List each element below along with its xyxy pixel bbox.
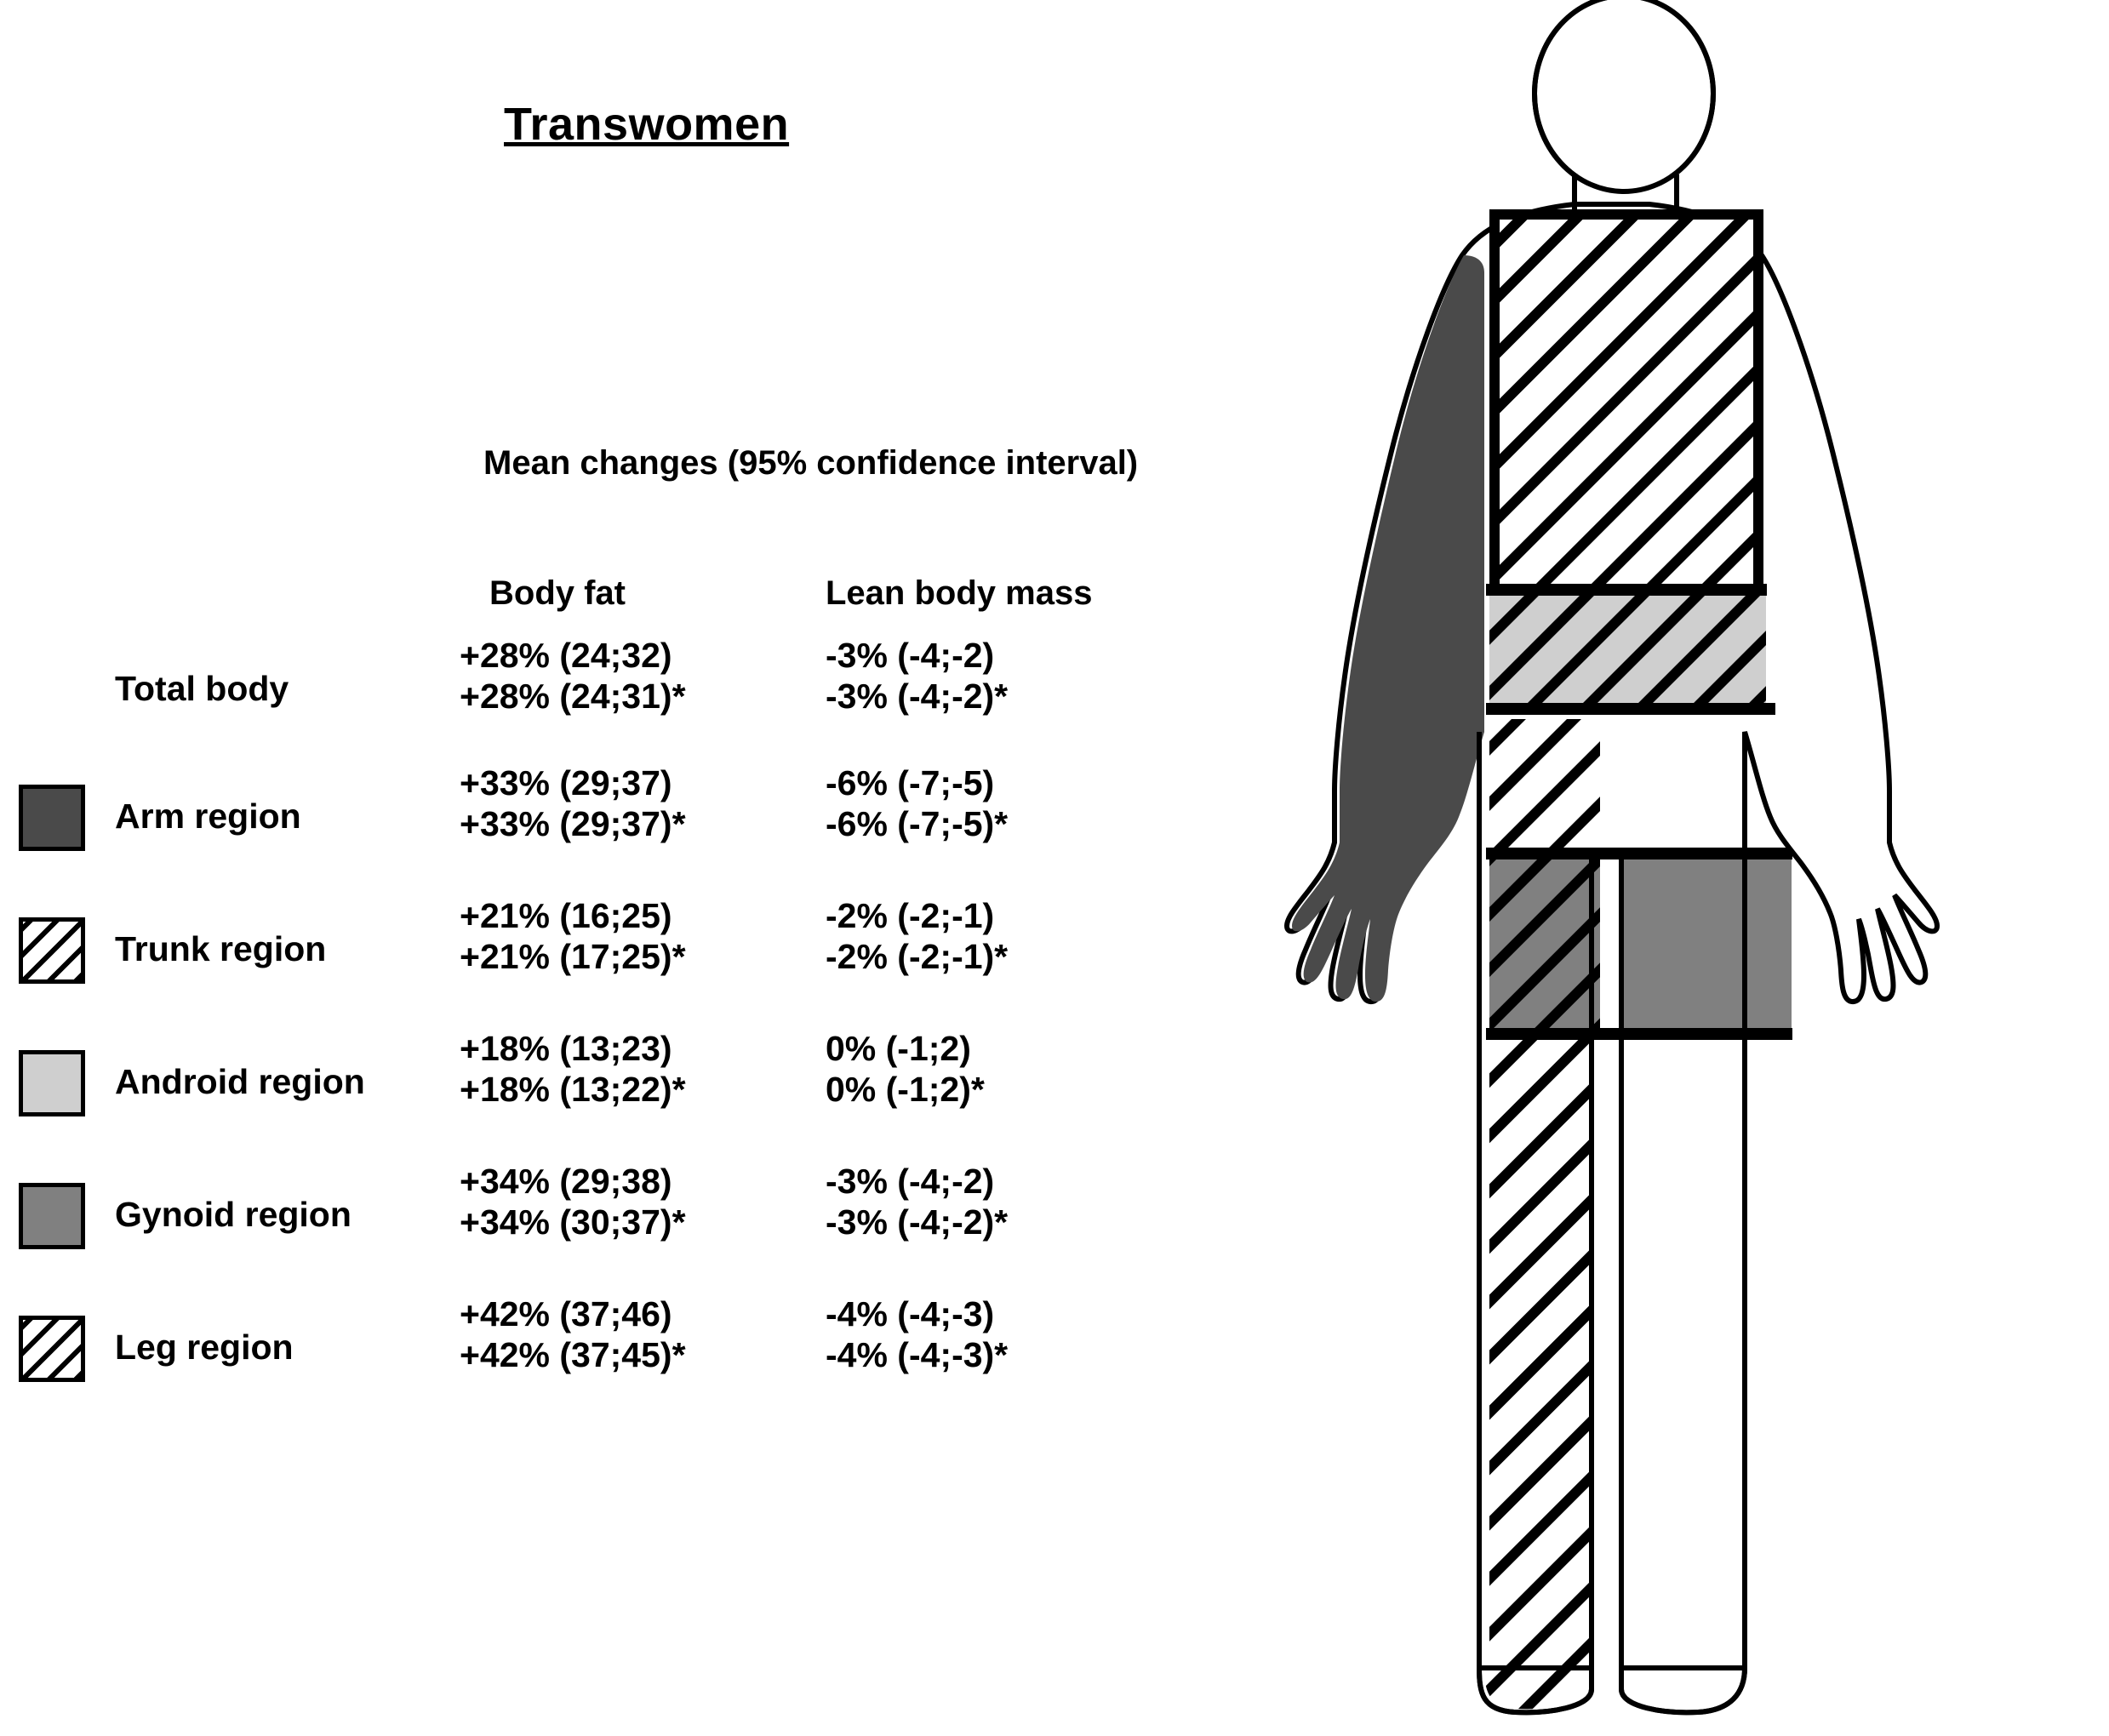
body-diagram [1234,0,2109,1736]
trunk-region-shading [1486,209,1767,596]
table-row [0,1156,1277,1283]
column-header-lean-body-mass: Lean body mass [826,574,1093,612]
legend-swatch-android-region [19,1050,85,1116]
column-header-body-fat: Body fat [489,574,626,612]
legend-swatch-gynoid-region [19,1183,85,1249]
row-label-total-body: Total body [115,669,289,708]
cell-body-fat-arm-region: +33% (29;37) +33% (29;37)* [460,763,686,844]
cell-lean-mass-trunk-region: -2% (-2;-1) -2% (-2;-1)* [826,896,1009,977]
row-label-gynoid-region: Gynoid region [115,1195,352,1234]
mean-changes-heading: Mean changes (95% confidence interval) [483,444,1139,482]
row-label-arm-region: Arm region [115,797,301,836]
table-row [0,1023,1277,1151]
upper-leg-hatch [1489,719,1600,851]
row-label-trunk-region: Trunk region [115,929,327,968]
cell-lean-mass-total-body: -3% (-4;-2) -3% (-4;-2)* [826,636,1009,717]
page-title: Transwomen [504,99,790,150]
android-region-shading [1486,596,1775,715]
cell-body-fat-trunk-region: +21% (16;25) +21% (17;25)* [460,896,686,977]
table-row [0,890,1277,1018]
cell-lean-mass-leg-region: -4% (-4;-3) -4% (-4;-3)* [826,1294,1009,1375]
table-row [0,630,1277,757]
arm-region-shading [1292,255,1484,1002]
legend-swatch-leg-region [19,1316,85,1382]
cell-body-fat-gynoid-region: +34% (29;38) +34% (30;37)* [460,1162,686,1242]
cell-body-fat-leg-region: +42% (37;46) +42% (37;45)* [460,1294,686,1375]
cell-lean-mass-arm-region: -6% (-7;-5) -6% (-7;-5)* [826,763,1009,844]
cell-body-fat-total-body: +28% (24;32) +28% (24;31)* [460,636,686,717]
table-row [0,757,1277,885]
table-row [0,1288,1277,1416]
legend-swatch-trunk-region [19,917,85,984]
cell-lean-mass-gynoid-region: -3% (-4;-2) -3% (-4;-2)* [826,1162,1009,1242]
legend-swatch-arm-region [19,785,85,851]
cell-body-fat-android-region: +18% (13;23) +18% (13;22)* [460,1029,686,1110]
row-label-android-region: Android region [115,1062,365,1101]
leg-region-shading [1484,1040,1592,1709]
cell-lean-mass-android-region: 0% (-1;2) 0% (-1;2)* [826,1029,985,1110]
row-label-leg-region: Leg region [115,1328,294,1367]
